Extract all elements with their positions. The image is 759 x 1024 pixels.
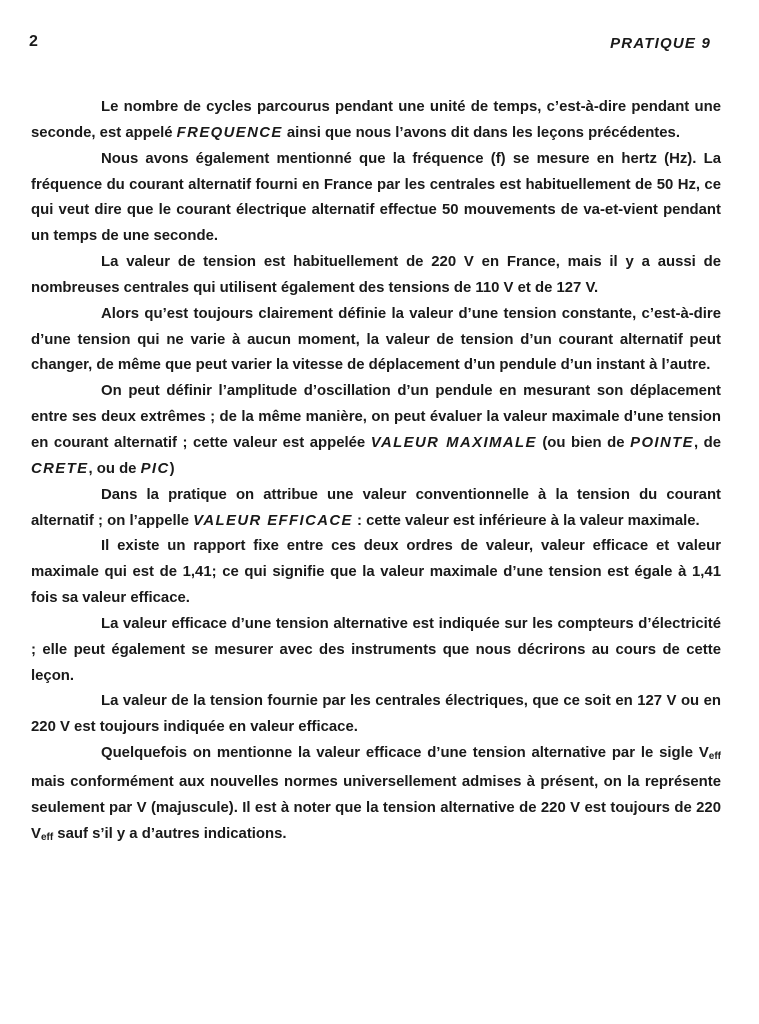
paragraph-text: sauf s’il y a d’autres indications. <box>53 825 287 842</box>
emphasized-term: POINTE <box>630 434 694 451</box>
paragraph-text: mais conformément aux nouvelles normes universellement admises à présent, on la représente seulement par V (majuscule). Il est à noter que la tension alternative de 220 V est toujours de 220 V <box>31 773 721 842</box>
paragraph-text: Le nombre de cycles parcourus pendant une unité de temps, c’est-à-dire pendant une seconde, est appelé <box>31 99 721 141</box>
paragraph-text: Il existe un rapport fixe entre ces deux ordres de valeur, valeur efficace et valeur maximale qui est de 1,41; ce qui signifie que la valeur maximale d’une tension est égale à 1,41 fois sa valeur efficace. <box>31 538 721 607</box>
emphasized-term: VALEUR MAXIMALE <box>370 434 537 451</box>
paragraph <box>31 95 721 147</box>
paragraph <box>31 534 721 612</box>
body-text <box>31 95 721 850</box>
paragraph-text: La valeur efficace d’une tension alternative est indiquée sur les compteurs d’électricité ; elle peut également se mesurer avec des instruments que nous décrirons au cours de cette leçon. <box>31 615 721 684</box>
page-number: 2 <box>29 33 38 50</box>
paragraph-text: On peut définir l’amplitude d’oscillation d’un pendule en mesurant son déplacement entre ses deux extrêmes ; de la même manière, on peut évaluer la valeur maximale d’une tension en courant alternatif ; cette valeur est appelée <box>31 383 721 451</box>
emphasized-term: CRETE <box>31 460 89 477</box>
paragraph-text: ) <box>169 460 175 477</box>
paragraph <box>31 379 721 482</box>
paragraph-text: Quelquefois on mentionne la valeur efficace d’une tension alternative par le sigle V <box>101 745 709 762</box>
paragraph-text: ainsi que nous l’avons dit dans les leçons précédentes. <box>282 124 680 141</box>
emphasized-term: FREQUENCE <box>176 124 283 141</box>
paragraph <box>31 741 721 850</box>
subscript-text: eff <box>708 751 721 763</box>
paragraph-text: La valeur de la tension fournie par les centrales électriques, que ce soit en 127 V ou en 220 V est toujours indiquée en valeur efficace. <box>31 693 721 736</box>
paragraph <box>31 483 721 535</box>
paragraph <box>31 147 721 250</box>
paragraph <box>31 689 721 741</box>
emphasized-term: VALEUR EFFICACE <box>193 512 353 529</box>
paragraph-text: (ou bien de <box>536 434 631 451</box>
subscript-text: eff <box>40 831 54 843</box>
paragraph-text: Alors qu’est toujours clairement définie la valeur d’une tension constante, c’est-à-dire d’une tension qui ne varie à aucun moment, la valeur de tension d’un courant alternatif peut changer, de même que peut varier la vitesse de déplacement d’un pendule d’un instant à l’autre. <box>31 305 721 374</box>
paragraph-text: La valeur de tension est habituellement de 220 V en France, mais il y a aussi de nombreuses centrales qui utilisent également des tensions de 110 V et de 127 V. <box>31 254 721 296</box>
paragraph <box>31 250 721 302</box>
running-head: PRATIQUE 9 <box>610 35 711 52</box>
paragraph-text: Dans la pratique on attribue une valeur conventionnelle à la tension du courant alternatif ; on l’appelle <box>31 486 721 529</box>
paragraph-text: , ou de <box>88 460 141 477</box>
paragraph-text: , de <box>693 434 722 451</box>
emphasized-term: PIC <box>140 460 170 477</box>
paragraph <box>31 302 721 380</box>
paragraph-text: Nous avons également mentionné que la fréquence (f) se mesure en hertz (Hz). La fréquence du courant alternatif fourni en France par les centrales est habituellement de 50 Hz, ce qui veut dire que le courant électrique alternatif effectue 50 mouvements de va-et-vient pendant un temps de une seconde. <box>31 150 721 245</box>
paragraph <box>31 612 721 690</box>
paragraph-text: : cette valeur est inférieure à la valeur maximale. <box>352 512 700 529</box>
